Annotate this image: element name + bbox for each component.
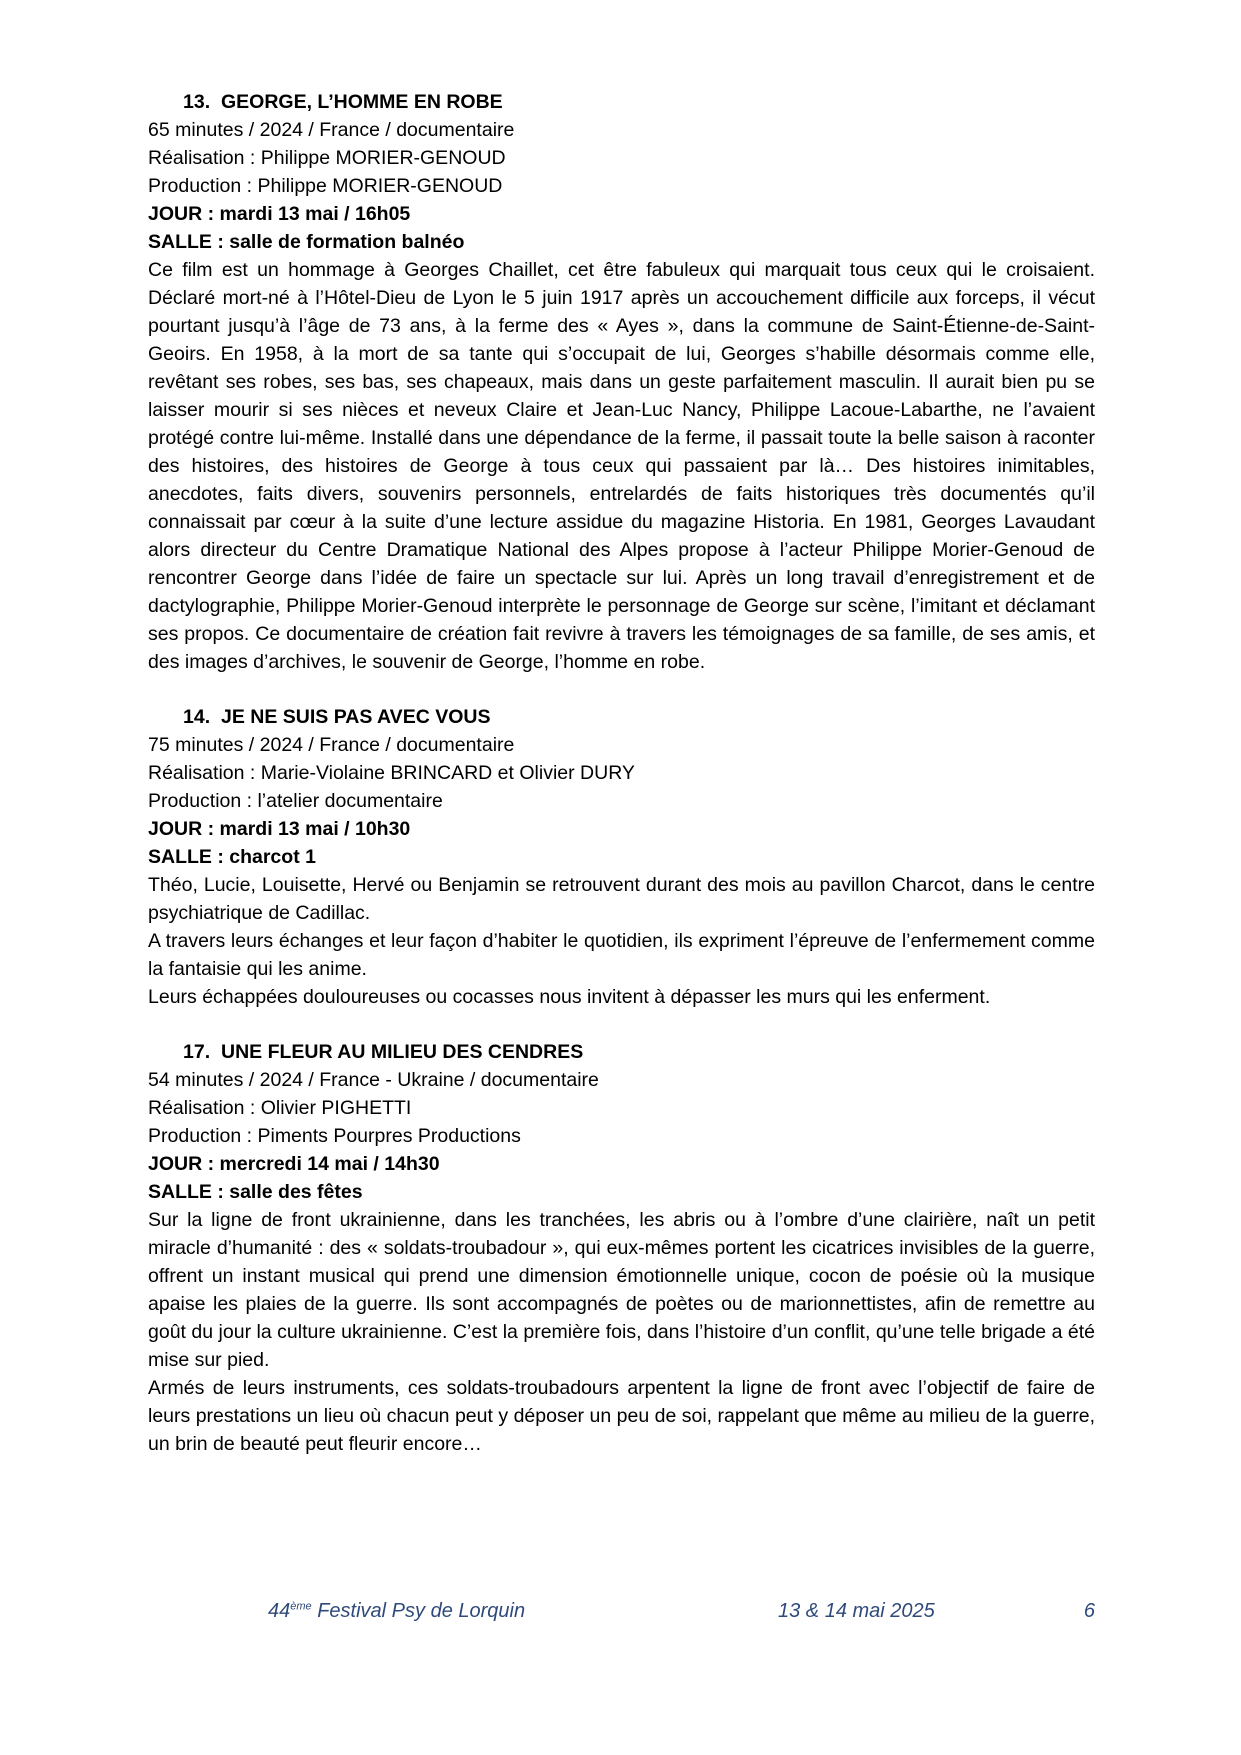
- festival-dates: 13 & 14 mai 2025: [778, 1600, 935, 1622]
- film-description: A travers leurs échanges et leur façon d’habiter le quotidien, ils expriment l’épreuve de l’enfermement comme la fantaisie qui les anime.: [148, 930, 1095, 980]
- film-realisation: Réalisation : Olivier PIGHETTI: [148, 1097, 412, 1119]
- edition-suffix: ème: [290, 1600, 312, 1613]
- film-description: Leurs échappées douloureuses ou cocasses nous invitent à dépasser les murs qui les enferment.: [148, 986, 991, 1008]
- film-title: [148, 88, 1095, 116]
- page-number: 6: [1083, 1600, 1095, 1622]
- film-jour: JOUR : mardi 13 mai / 10h30: [148, 818, 411, 840]
- film-title-text: JE NE SUIS PAS AVEC VOUS: [221, 706, 491, 728]
- film-entry: [148, 703, 1095, 1011]
- film-entry: [148, 1038, 1095, 1458]
- film-salle: SALLE : salle des fêtes: [148, 1181, 363, 1203]
- film-realisation: Réalisation : Philippe MORIER-GENOUD: [148, 147, 506, 169]
- film-number: 17.: [183, 1041, 211, 1063]
- film-jour: JOUR : mardi 13 mai / 16h05: [148, 203, 411, 225]
- film-realisation: Réalisation : Marie-Violaine BRINCARD et Olivier DURY: [148, 762, 635, 784]
- film-production: Production : Piments Pourpres Productions: [148, 1125, 521, 1147]
- film-description: Ce film est un hommage à Georges Chaillet, cet être fabuleux qui marquait tous ceux qui le croisaient. Déclaré mort-né à l’Hôtel-Dieu de Lyon le 5 juin 1917 après un accouchement difficile aux forceps, il vécut pourtant jusqu’à l’âge de 73 ans, à la ferme des « Ayes », dans la commune de Saint-Étienne-de-Saint-Geoirs. En 1958, à la mort de sa tante qui s’occupait de lui, Georges s’habille désormais comme elle, revêtant ses robes, ses bas, ses chapeaux, mais dans un geste parfaitement masculin. Il aurait bien pu se laisser mourir si ses nièces et neveux Claire et Jean-Luc Nancy, Philippe Lacoue-Labarthe, ne l’avaient protégé contre lui-même. Installé dans une dépendance de la ferme, il passait toute la belle saison à raconter des histoires, des histoires de George à tous ceux qui passaient par là… Des histoires inimitables, anecdotes, faits divers, souvenirs personnels, entrelardés de faits historiques très documentés qu’il connaissait par cœur à la suite d’une lecture assidue du magazine Historia. En 1981, Georges Lavaudant alors directeur du Centre Dramatique National des Alpes propose à l’acteur Philippe Morier-Genoud de rencontrer George dans l’idée de faire un spectacle sur lui. Après un long travail d’enregistrement et de dactylographie, Philippe Morier-Genoud interprète le personnage de George sur scène, l’imitant et déclamant ses propos. Ce documentaire de création fait revivre à travers les témoignages de sa famille, de ses amis, et des images d’archives, le souvenir de George, l’homme en robe.: [148, 259, 1095, 673]
- film-production: Production : l’atelier documentaire: [148, 790, 443, 812]
- film-title-text: GEORGE, L’HOMME EN ROBE: [221, 91, 503, 113]
- edition-number: 44: [268, 1600, 291, 1622]
- page-footer: [148, 1600, 1095, 1630]
- film-salle: SALLE : charcot 1: [148, 846, 316, 868]
- film-title: [148, 703, 1095, 731]
- film-title-text: UNE FLEUR AU MILIEU DES CENDRES: [221, 1041, 584, 1063]
- film-number: 14.: [183, 706, 211, 728]
- film-jour: JOUR : mercredi 14 mai / 14h30: [148, 1153, 440, 1175]
- film-info: 54 minutes / 2024 / France - Ukraine / documentaire: [148, 1069, 599, 1091]
- film-salle: SALLE : salle de formation balnéo: [148, 231, 465, 253]
- document-page: [148, 88, 1095, 1485]
- festival-name: Festival Psy de Lorquin: [317, 1600, 526, 1622]
- film-description: Armés de leurs instruments, ces soldats-troubadours arpentent la ligne de front avec l’objectif de faire de leurs prestations un lieu où chacun peut y déposer un peu de soi, rappelant que même au milieu de la guerre, un brin de beauté peut fleurir encore…: [148, 1377, 1095, 1455]
- film-entry: [148, 88, 1095, 676]
- film-description: Théo, Lucie, Louisette, Hervé ou Benjamin se retrouvent durant des mois au pavillon Charcot, dans le centre psychiatrique de Cadillac.: [148, 874, 1095, 924]
- film-title: [148, 1038, 1095, 1066]
- film-number: 13.: [183, 91, 211, 113]
- film-description: Sur la ligne de front ukrainienne, dans les tranchées, les abris ou à l’ombre d’une clairière, naît un petit miracle d’humanité : des « soldats-troubadour », qui eux-mêmes portent les cicatrices invisibles de la guerre, offrent un instant musical qui prend une dimension émotionnelle unique, cocon de poésie où la musique apaise les plaies de la guerre. Ils sont accompagnés de poètes ou de marionnettistes, afin de remettre au goût du jour la culture ukrainienne. C’est la première fois, dans l’histoire d’un conflit, qu’une telle brigade a été mise sur pied.: [148, 1209, 1095, 1371]
- film-production: Production : Philippe MORIER-GENOUD: [148, 175, 503, 197]
- film-info: 75 minutes / 2024 / France / documentaire: [148, 734, 515, 756]
- film-info: 65 minutes / 2024 / France / documentaire: [148, 119, 515, 141]
- festival-label: [268, 1600, 525, 1623]
